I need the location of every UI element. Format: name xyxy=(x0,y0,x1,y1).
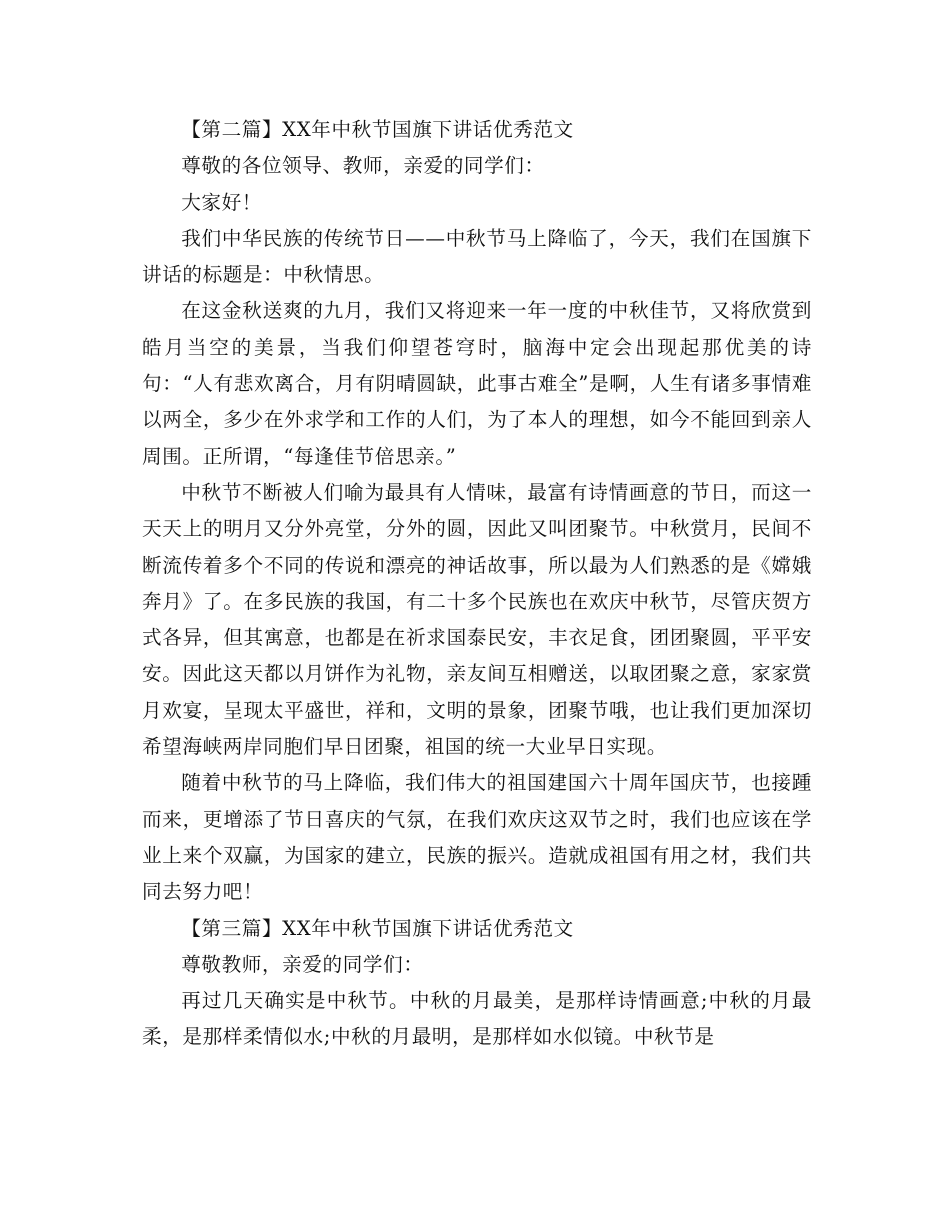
salutation-paragraph: 尊敬的各位领导、教师，亲爱的同学们： xyxy=(181,154,545,178)
document-body xyxy=(142,112,812,1056)
greeting-paragraph: 大家好！ xyxy=(181,190,262,214)
body-paragraph: 中秋节不断被人们喻为最具有人情味，最富有诗情画意的节日，而这一天天上的明月又分外亮堂，分外的圆，因此又叫团聚节。中秋赏月，民间不断流传着多个不同的传说和漂亮的神话故事，所以最为人们熟悉的是《嫦娥奔月》了。在多民族的我国，有二十多个民族也在欢庆中秋节，尽管庆贺方式各异，但其寓意，也都是在祈求国泰民安，丰衣足食，团团聚圆，平平安安。因此这天都以月饼作为礼物，亲友间互相赠送，以取团聚之意，家家赏月欢宴，呈现太平盛世，祥和，文明的景象，团聚节哦，也让我们更加深切希望海峡两岸同胞们早日团聚，祖国的统一大业早日实现。 xyxy=(142,480,812,759)
heading-second-article: 【第二篇】XX年中秋节国旗下讲话优秀范文 xyxy=(181,118,574,141)
heading-third-article: 【第三篇】XX年中秋节国旗下讲话优秀范文 xyxy=(181,916,574,940)
body-paragraph: 我们中华民族的传统节日——中秋节马上降临了，今天，我们在国旗下讲话的标题是：中秋情思。 xyxy=(142,226,812,287)
body-paragraph: 随着中秋节的马上降临，我们伟大的祖国建国六十周年国庆节，也接踵而来，更增添了节日喜庆的气氛，在我们欢庆这双节之时，我们也应该在学业上来个双赢，为国家的建立，民族的振兴。造就成祖国有用之材，我们共同去努力吧！ xyxy=(142,771,812,904)
salutation-paragraph: 尊敬教师，亲爱的同学们： xyxy=(181,952,424,976)
body-paragraph: 再过几天确实是中秋节。中秋的月最美，是那样诗情画意;中秋的月最柔，是那样柔情似水;中秋的月最明，是那样如水似镜。中秋节是 xyxy=(142,989,812,1049)
body-paragraph: 在这金秋送爽的九月，我们又将迎来一年一度的中秋佳节，又将欣赏到皓月当空的美景，当我们仰望苍穹时，脑海中定会出现起那优美的诗句：“人有悲欢离合，月有阴晴圆缺，此事古难全”是啊，人生有诸多事情难以两全，多少在外求学和工作的人们，为了本人的理想，如今不能回到亲人周围。正所谓，“每逢佳节倍思亲。” xyxy=(142,299,812,468)
